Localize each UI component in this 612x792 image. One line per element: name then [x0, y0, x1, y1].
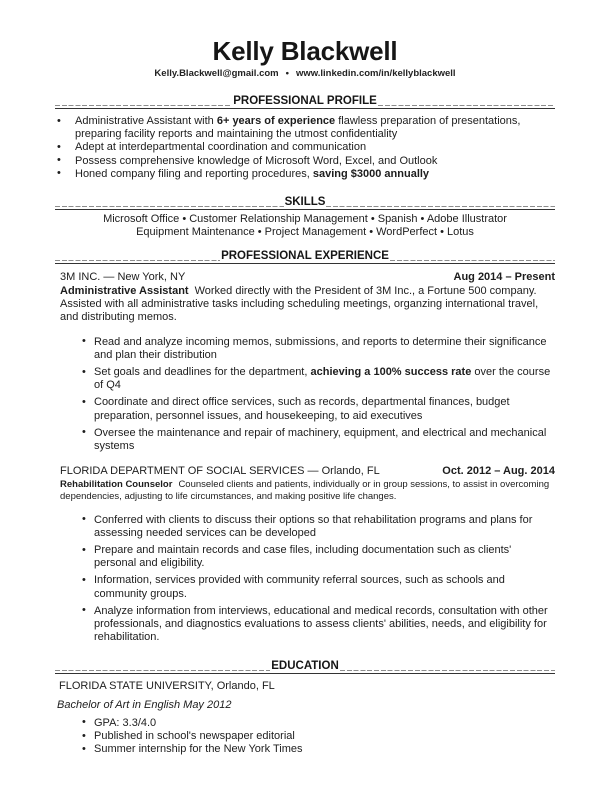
list-item [55, 336, 555, 362]
skills-line-2: Equipment Maintenance • Project Management • WordPerfect • Lotus [136, 226, 474, 239]
heading-rule-left [55, 670, 270, 671]
section-title-experience: PROFESSIONAL EXPERIENCE [221, 249, 389, 262]
company-name: FLORIDA DEPARTMENT OF SOCIAL SERVICES — Orlando, FL [60, 465, 380, 478]
job-summary [55, 479, 555, 502]
linkedin-text: www.linkedin.com/in/kellyblackwell [295, 68, 456, 79]
list-item [55, 743, 555, 756]
job-summary-text: Counseled clients and patients, individually or in group sessions, to assist in overcoming dependencies, adjusting to life circumstances, and making positive life changes. [60, 479, 550, 503]
bullet-text: Analyze information from interviews, educational and medical records, consultation with other professionals, and diagnostics evaluations to assess clients' abilities, needs, and eligibility for rehabilitation. [94, 604, 548, 644]
bullet-text-bold: 6+ years of experience [216, 115, 336, 127]
section-title-profile: PROFESSIONAL PROFILE [233, 95, 377, 107]
bullet-text: Adept at interdepartmental coordination and communication [75, 141, 367, 154]
heading-rule-right [378, 105, 555, 106]
candidate-name: Kelly Blackwell [212, 36, 398, 66]
bullet-text: GPA: 3.3/4.0 [94, 716, 157, 729]
job-entry-3m [55, 271, 555, 453]
section-heading-education [55, 658, 555, 674]
bullet-text: Oversee the maintenance and repair of machinery, equipment, and electrical and mechanical systems [94, 426, 547, 453]
list-item [55, 730, 555, 743]
company-name: 3M INC. — New York, NY [60, 270, 186, 283]
bullet-text-bold: achieving a 100% success rate [310, 366, 472, 379]
job-dates: Oct. 2012 – Aug. 2014 [442, 465, 555, 478]
list-item [55, 605, 555, 645]
profile-bullet-list [55, 115, 555, 181]
section-title-skills: SKILLS [284, 196, 326, 209]
email-text: Kelly.Blackwell@gmail.com [154, 68, 279, 79]
contact-line [55, 68, 555, 80]
list-item [55, 396, 555, 422]
bullet-text-bold: saving $3000 annually [312, 167, 430, 180]
section-title-education: EDUCATION [271, 660, 339, 673]
contact-separator-dot: • [285, 68, 289, 79]
job-title: Administrative Assistant [60, 285, 189, 298]
bullet-text: Read and analyze incoming memos, submissions, and reports to determine their significance and plan their distribution [94, 335, 547, 361]
section-heading-experience [55, 248, 555, 264]
bullet-text: Set goals and deadlines for the department, [94, 366, 311, 379]
heading-rule-left [55, 206, 284, 207]
bullet-text: Administrative Assistant with [75, 115, 217, 127]
school-name: FLORIDA STATE UNIVERSITY, Orlando, FL [59, 680, 275, 693]
job-title: Rehabilitation Counselor [60, 479, 173, 491]
job-bullet-list [55, 336, 555, 454]
bullet-text: Possess comprehensive knowledge of Microsoft Word, Excel, and Outlook [75, 154, 438, 167]
education-bullet-list [55, 717, 555, 757]
list-item [55, 717, 555, 730]
degree-line: Bachelor of Art in English May 2012 [57, 698, 232, 711]
list-item [55, 514, 555, 540]
list-item [55, 155, 555, 168]
bullet-text: Information, services provided with community referral sources, such as schools and community groups. [94, 574, 505, 600]
heading-rule-left [55, 105, 232, 106]
job-bullet-list [55, 514, 555, 645]
bullet-text: Conferred with clients to discuss their options so that rehabilitation programs and plans for assessing needed services can be developed [94, 513, 533, 539]
list-item [55, 427, 555, 453]
job-dates: Aug 2014 – Present [453, 270, 555, 283]
bullet-text: Published in school's newspaper editorial [94, 730, 295, 743]
bullet-text: Honed company filing and reporting procedures, [75, 167, 313, 180]
heading-rule-right [390, 260, 555, 261]
heading-rule-left [55, 260, 220, 261]
list-item [55, 544, 555, 570]
heading-rule-right [326, 206, 555, 207]
job-summary [55, 285, 555, 325]
job-header-row [55, 271, 555, 284]
list-item [55, 115, 555, 141]
list-item [55, 366, 555, 392]
list-item [55, 141, 555, 154]
list-item [55, 574, 555, 600]
section-heading-skills [55, 194, 555, 210]
job-entry-fdss [55, 465, 555, 644]
job-header-row [55, 465, 555, 478]
job-summary-text: Worked directly with the President of 3M Inc., a Fortune 500 company. Assisted with all administrative tasks including scheduling meetings, organzing international travel, and distributing memos. [60, 285, 539, 324]
skills-line-1: Microsoft Office • Customer Relationship Management • Spanish • Adobe Illustrator [103, 213, 507, 226]
heading-rule-right [340, 670, 555, 671]
section-heading-profile [55, 93, 555, 109]
list-item [55, 168, 555, 181]
bullet-text: over the course of Q4 [94, 366, 551, 392]
bullet-text: flawless preparation of presentations, preparing facility reports and maintaining the utmost confidentiality [75, 115, 521, 141]
bullet-text: Prepare and maintain records and case files, including documentation such as clients' personal and eligibility. [94, 544, 512, 570]
bullet-text: Summer internship for the New York Times [94, 743, 303, 756]
bullet-text: Coordinate and direct office services, such as records, departmental finances, budget preparation, personnel issues, and housekeeping, to aid executives [94, 396, 510, 422]
